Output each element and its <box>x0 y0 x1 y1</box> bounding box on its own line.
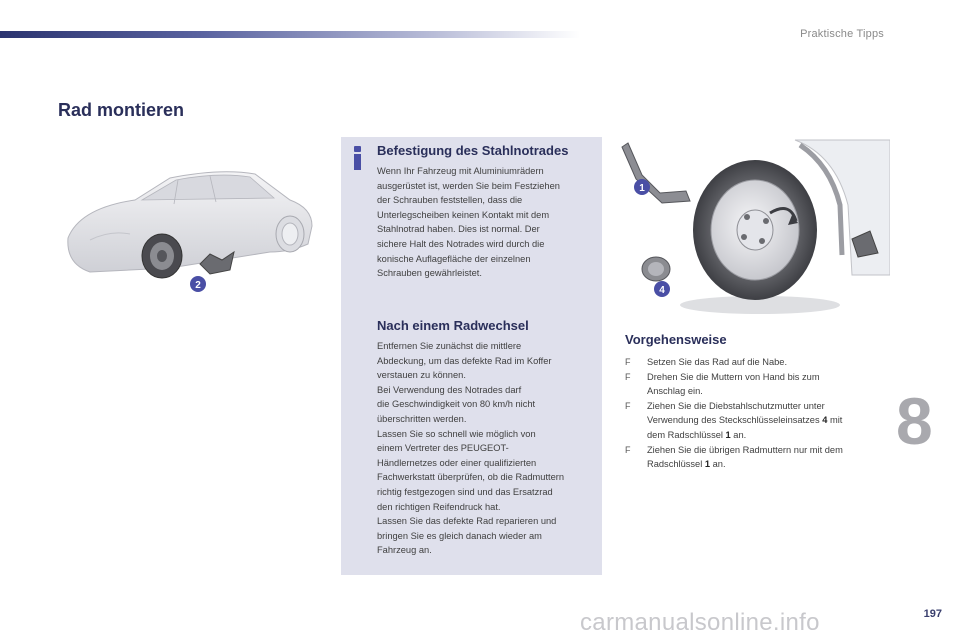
procedure-steps <box>625 355 885 472</box>
steel-spare-wheel-text: Wenn Ihr Fahrzeug mit Aluminiumrädern ausgerüstet ist, werden Sie beim Festziehen der Schrauben feststellen, dass die Unterlegscheiben keinen Kontakt mit dem Stahlnotrad haben. Dies ist normal. Der sichere Halt des Notrades wird durch die konische Auflagefläche der einzelnen Schrauben gewährleistet. <box>377 166 560 279</box>
section-label: Praktische Tipps <box>800 28 884 40</box>
list-item: F Setzen Sie das Rad auf die Nabe. <box>625 355 885 370</box>
header-rule <box>0 31 580 38</box>
bullet-icon: F <box>625 371 631 382</box>
page-title: Rad montieren <box>58 100 185 120</box>
bullet-icon: F <box>625 357 631 367</box>
heading-steel-spare-wheel: Befestigung des Stahlnotrades <box>377 143 569 158</box>
car-jack-illustration <box>50 160 320 300</box>
bullet-icon: F <box>625 444 631 455</box>
heading-after-wheel-change: Nach einem Radwechsel <box>377 318 529 333</box>
procedure-title: Vorgehensweise <box>625 332 727 347</box>
after-wheel-change-text: Entfernen Sie zunächst die mittlere Abdeckung, um das defekte Rad im Koffer verstauen zu können. Bei Verwendung des Notrades darf die Geschwindigkeit von 80 km/h nicht überschritten werden. Lassen Sie so schnell wie möglich von einem Vertreter des PEUGEOT- Händlernetzes oder einer qualifizierten Fachwerkstatt überprüfen, ob die Radmuttern richtig festgezogen sind und das Ersatzrad den richtigen Reifendruck hat. Lassen Sie das defekte Rad reparieren und bringen Sie es gleich danach wieder am Fahrzeug an. <box>377 341 565 556</box>
bullet-icon: F <box>625 400 631 411</box>
info-icon <box>352 146 364 170</box>
list-item: F Ziehen Sie die übrigen Radmuttern nur mit dem Radschlüssel 1 an. <box>625 444 843 470</box>
callout-1: 1 <box>639 183 645 194</box>
list-item: F Ziehen Sie die Diebstahlschutzmutter unter Verwendung des Steckschlüsseleinsatzes 4 mit dem Radschlüssel 1 an. <box>625 400 843 440</box>
info-panel <box>341 137 602 575</box>
callout-4: 4 <box>659 285 665 296</box>
page-number: 197 <box>923 608 942 620</box>
chapter-number: 8 <box>896 384 933 458</box>
watermark: carmanualsonline.info <box>580 609 820 636</box>
list-item: F Drehen Sie die Muttern von Hand bis zum Anschlag ein. <box>625 371 820 397</box>
callout-2: 2 <box>195 280 201 291</box>
wheel-mounting-illustration <box>620 135 890 320</box>
